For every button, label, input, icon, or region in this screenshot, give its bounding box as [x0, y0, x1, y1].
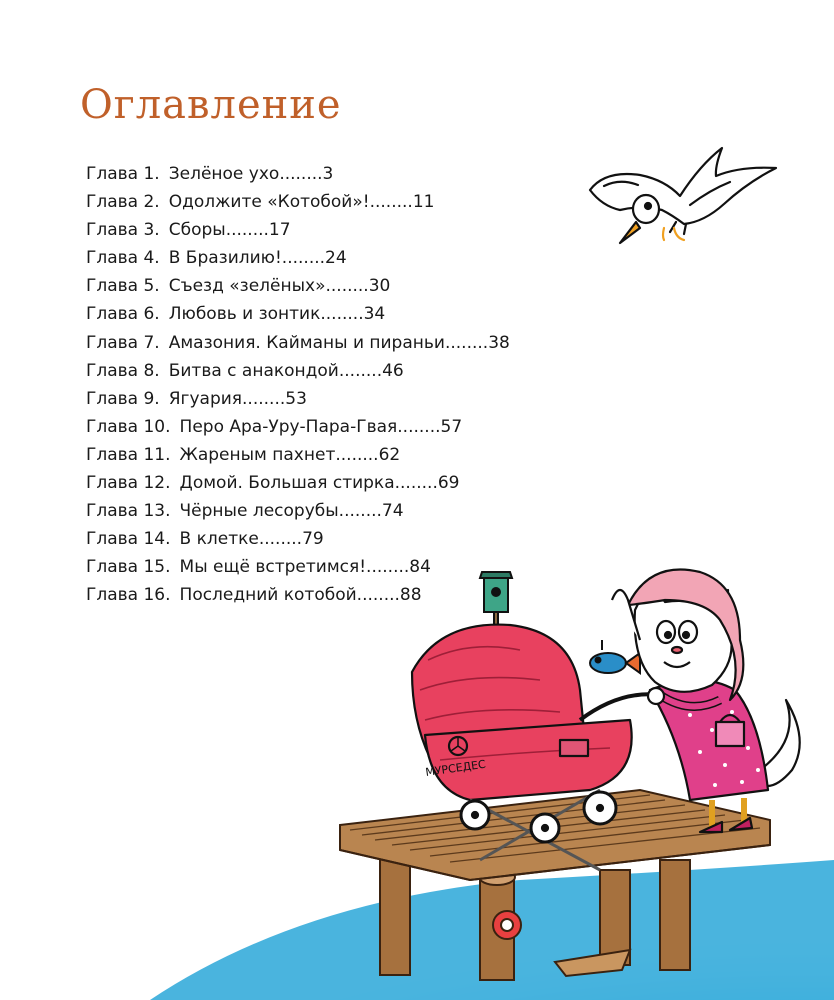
toc-page-number: 17: [268, 220, 291, 241]
toc-leader: ........: [258, 529, 303, 550]
toc-chapter-title: Жареным пахнет: [179, 444, 336, 465]
toc-leader: ........: [397, 416, 441, 437]
toc-page-number: 69: [437, 473, 460, 494]
fish-icon: [590, 640, 640, 673]
toc-chapter-number: Глава 10.: [86, 416, 171, 437]
page-title: Оглавление: [80, 82, 342, 128]
toc-chapter-title: Битва с анакондой: [168, 360, 339, 381]
toc-chapter-number: Глава 14.: [86, 529, 171, 550]
toc-page-number: 38: [488, 332, 510, 353]
toc-page-number: 53: [285, 388, 307, 409]
toc-chapter-number: Глава 2.: [86, 192, 160, 213]
toc-page-number: 74: [381, 501, 404, 522]
toc-chapter-number: Глава 4.: [86, 248, 160, 269]
toc-leader: ........: [444, 332, 489, 353]
toc-leader: ........: [320, 304, 364, 325]
toc-chapter-number: Глава 11.: [86, 444, 171, 465]
toc-chapter-title: Съезд «зелёных»: [168, 276, 326, 297]
toc-chapter-number: Глава 5.: [86, 276, 160, 297]
toc-chapter-number: Глава 7.: [86, 332, 160, 353]
toc-page-number: 3: [322, 164, 334, 184]
toc-page-number: 46: [382, 360, 404, 381]
birdhouse-icon: [480, 572, 512, 630]
toc-chapter-title: Амазония. Кайманы и пираньи: [168, 332, 445, 353]
toc-chapter-title: В клетке: [179, 529, 259, 550]
toc-page-number: 57: [440, 416, 463, 437]
toc-page-number: 88: [399, 585, 422, 606]
toc-leader: ........: [394, 473, 438, 494]
toc-leader: ........: [335, 444, 379, 465]
toc-page-number: 84: [409, 557, 431, 578]
toc-page-number: 34: [363, 304, 386, 325]
toc-chapter-number: Глава 3.: [86, 220, 160, 241]
toc-chapter-number: Глава 12.: [86, 473, 171, 494]
toc-chapter-number: Глава 8.: [86, 360, 160, 381]
toc-chapter-title: Чёрные лесорубы: [179, 501, 339, 522]
toc-page-number: 62: [378, 444, 401, 465]
toc-chapter-title: В Бразилию!: [168, 248, 282, 269]
toc-chapter-number: Глава 13.: [86, 501, 171, 522]
toc-chapter-title: Домой. Большая стирка: [179, 473, 395, 494]
toc-page-number: 30: [368, 276, 391, 297]
toc-page-number: 79: [302, 529, 324, 550]
toc-page-number: 24: [325, 248, 347, 269]
toc-chapter-number: Глава 1.: [86, 164, 160, 184]
seagull-icon: [590, 148, 776, 243]
toc-leader: ........: [242, 388, 286, 409]
toc-chapter-title: Перо Ара-Уру-Пара-Гвая: [179, 416, 398, 437]
toc-leader: ........: [279, 164, 323, 184]
toc-chapter-title: Одолжите «Котобой»!: [168, 192, 370, 213]
toc-chapter-number: Глава 15.: [86, 557, 171, 578]
toc-leader: ........: [281, 248, 326, 269]
toc-chapter-number: Глава 16.: [86, 585, 171, 606]
toc-leader: ........: [356, 585, 400, 606]
toc-leader: ........: [369, 192, 413, 213]
toc-chapter-title: Мы ещё встретимся!: [179, 557, 367, 578]
toc-chapter-title: Последний котобой: [179, 585, 357, 606]
toc-chapter-title: Сборы: [168, 220, 226, 241]
toc-chapter-title: Зелёное ухо: [168, 164, 280, 184]
toc-chapter-title: Ягуария: [168, 388, 243, 409]
toc-leader: ........: [225, 220, 269, 241]
toc-chapter-number: Глава 6.: [86, 304, 160, 325]
toc-chapter-number: Глава 9.: [86, 388, 160, 409]
toc-leader: ........: [338, 501, 382, 522]
toc-page-number: 11: [412, 192, 435, 213]
toc-chapter-title: Любовь и зонтик: [168, 304, 321, 325]
toc-leader: ........: [338, 360, 383, 381]
toc-leader: ........: [366, 557, 410, 578]
toc-leader: ........: [325, 276, 369, 297]
stroller-brand: МУРСЕДЕС: [424, 757, 487, 779]
